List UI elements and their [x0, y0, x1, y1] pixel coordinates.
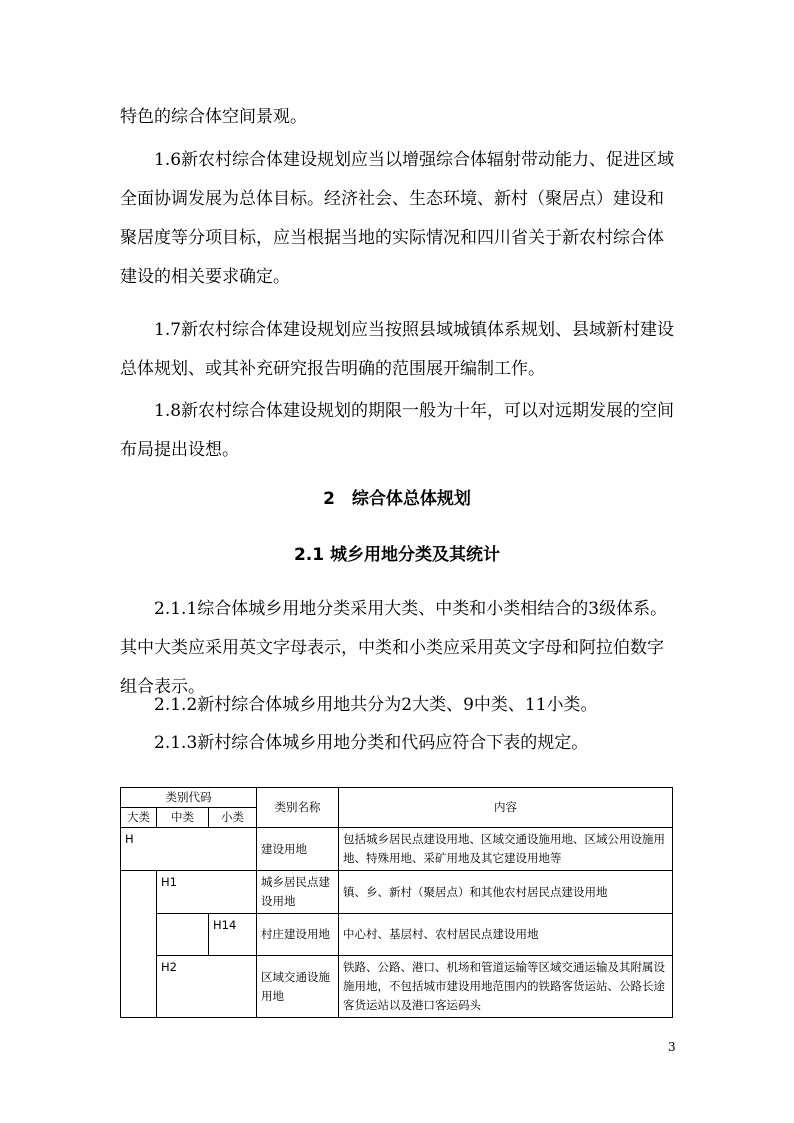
cell-medium-code: H1 [157, 871, 257, 914]
cell-minor-code: H14 [209, 914, 257, 956]
cell-category-name: 建设用地 [257, 828, 339, 871]
table-row [121, 914, 673, 956]
paragraph-2-1-3: 2.1.3新村综合体城乡用地分类和代码应符合下表的规定。 [154, 733, 589, 753]
cell-content: 包括城乡居民点建设用地、区域交通设施用地、区域公用设施用地、特殊用地、采矿用地及其它建设用地等 [339, 828, 673, 871]
table-row [121, 871, 673, 914]
cell-category-name: 区域交通设施用地 [257, 956, 339, 1018]
paragraph-1-7: 1.7新农村综合体建设规划应当按照县域城镇体系规划、县域新村建设总体规划、或其补充研究报告明确的范围展开编制工作。 [120, 320, 675, 379]
cell-category-name: 村庄建设用地 [257, 914, 339, 956]
paragraph-1-8: 1.8新农村综合体建设规划的期限一般为十年，可以对远期发展的空间布局提出设想。 [120, 401, 675, 460]
cell-category-name: 城乡居民点建设用地 [257, 871, 339, 914]
cell-content: 铁路、公路、港口、机场和管道运输等区域交通运输及其附属设施用地，不包括城市建设用地范围内的铁路客货运站、公路长途客货运站以及港口客运码头 [339, 956, 673, 1018]
paragraph-2-1-1: 2.1.1综合体城乡用地分类采用大类、中类和小类相结合的3级体系。其中大类应采用英文字母表示，中类和小类应采用英文字母和阿拉伯数字组合表示。 [120, 599, 668, 697]
header-category-name: 类别名称 [257, 788, 339, 828]
table-row [121, 828, 673, 871]
table-row [121, 956, 673, 1018]
cell-content: 镇、乡、新村（聚居点）和其他农村居民点建设用地 [339, 871, 673, 914]
paragraph-2-1-2: 2.1.2新村综合体城乡用地共分为2大类、9中类、11小类。 [154, 695, 598, 715]
land-use-classification-table [120, 787, 673, 1018]
table-header-row [121, 788, 673, 808]
cell-major-code-empty [121, 871, 157, 1018]
paragraph-continuation: 特色的综合体空间景观。 [120, 107, 307, 127]
paragraph-1-6: 1.6新农村综合体建设规划应当以增强综合体辐射带动能力、促进区域全面协调发展为总体目标。经济社会、生态环境、新村（聚居点）建设和聚居度等分项目标，应当根据当地的实际情况和四川省关于新农村综合体建设的相关要求确定。 [120, 150, 675, 287]
page-number: 3 [668, 1040, 676, 1054]
header-medium-class: 中类 [157, 808, 209, 828]
section-title: 2 综合体总体规划 [323, 489, 471, 509]
header-minor-class: 小类 [209, 808, 257, 828]
header-category-code: 类别代码 [121, 788, 257, 808]
section-subtitle: 2.1 城乡用地分类及其统计 [293, 545, 501, 565]
cell-major-code: H [121, 828, 257, 871]
header-major-class: 大类 [121, 808, 157, 828]
cell-medium-code: H2 [157, 956, 257, 1018]
cell-content: 中心村、基层村、农村居民点建设用地 [339, 914, 673, 956]
header-content: 内容 [339, 788, 673, 828]
cell-medium-code-empty [157, 914, 209, 956]
